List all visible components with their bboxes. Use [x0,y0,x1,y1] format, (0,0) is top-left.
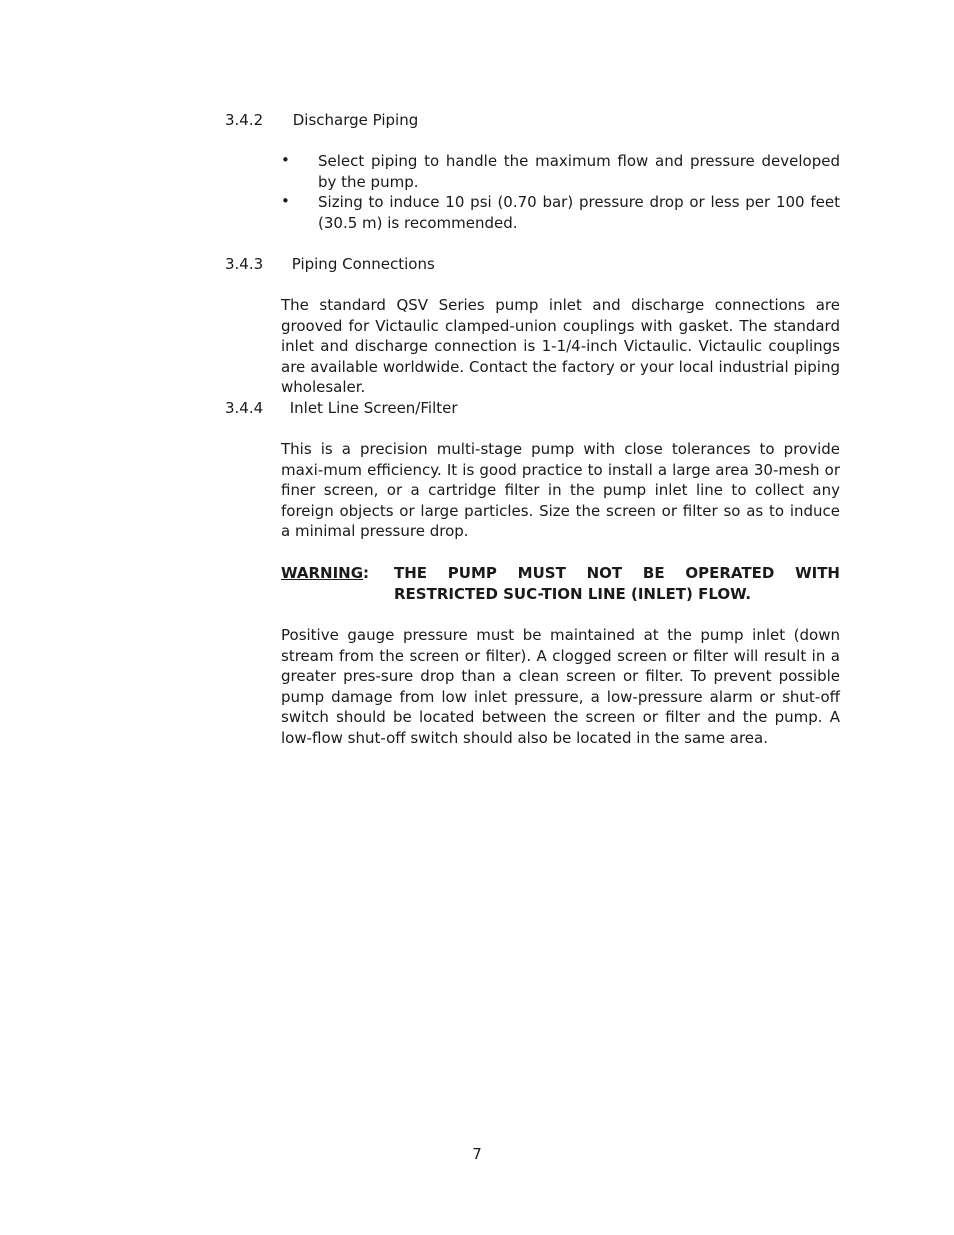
paragraph-pressure: Positive gauge pressure must be maintained at the pump inlet (down stream from the screen or filter). A clogged screen or filter will result in a greater pres-sure drop than a clean screen or filter. To prevent possible pump damage from low inlet pressure, a low-pressure alarm or shut-off switch should be located between the screen or filter and the pump. A low-flow shut-off switch should also be located in the same area. [281,626,840,747]
bullet-marker: • [281,192,290,210]
section-number: 3.4.2 [225,111,264,129]
warning-colon: : [363,564,370,582]
section-title: Piping Connections [291,255,435,273]
section-number: 3.4.4 [225,399,264,417]
section-heading-3-4-2 [225,110,418,130]
paragraph-screen: This is a precision multi-stage pump with close tolerances to provide maxi-mum efficiency. It is good practice to install a large area 30-mesh or finer screen, or a cartridge filter in the pump inlet line to collect any foreign objects or large particles. Size the screen or filter so as to induce a minimal pressure drop. [281,440,840,541]
bullet-text: Select piping to handle the maximum flow and pressure developed by the pump. [318,152,840,191]
warning-text: THE PUMP MUST NOT BE OPERATED WITH RESTRICTED SUC-TION LINE (INLET) FLOW. [394,564,840,603]
warning-label-text: WARNING [281,564,364,582]
warning-label [281,563,369,584]
bullet-marker: • [281,151,290,169]
section-title: Discharge Piping [292,111,419,129]
bullet-text: Sizing to induce 10 psi (0.70 bar) pressure drop or less per 100 feet (30.5 m) is recommended. [318,193,840,232]
section-number: 3.4.3 [225,255,264,273]
section-heading-3-4-3 [225,254,435,274]
paragraph-connections: The standard QSV Series pump inlet and discharge connections are grooved for Victaulic clamped-union couplings with gasket. The standard inlet and discharge connection is 1-1/4-inch Victaulic. Victaulic couplings are available worldwide. Contact the factory or your local industrial piping wholesaler. [281,296,840,397]
section-title: Inlet Line Screen/Filter [289,399,458,417]
section-heading-3-4-4 [225,398,458,418]
page-number: 7 [472,1145,482,1163]
